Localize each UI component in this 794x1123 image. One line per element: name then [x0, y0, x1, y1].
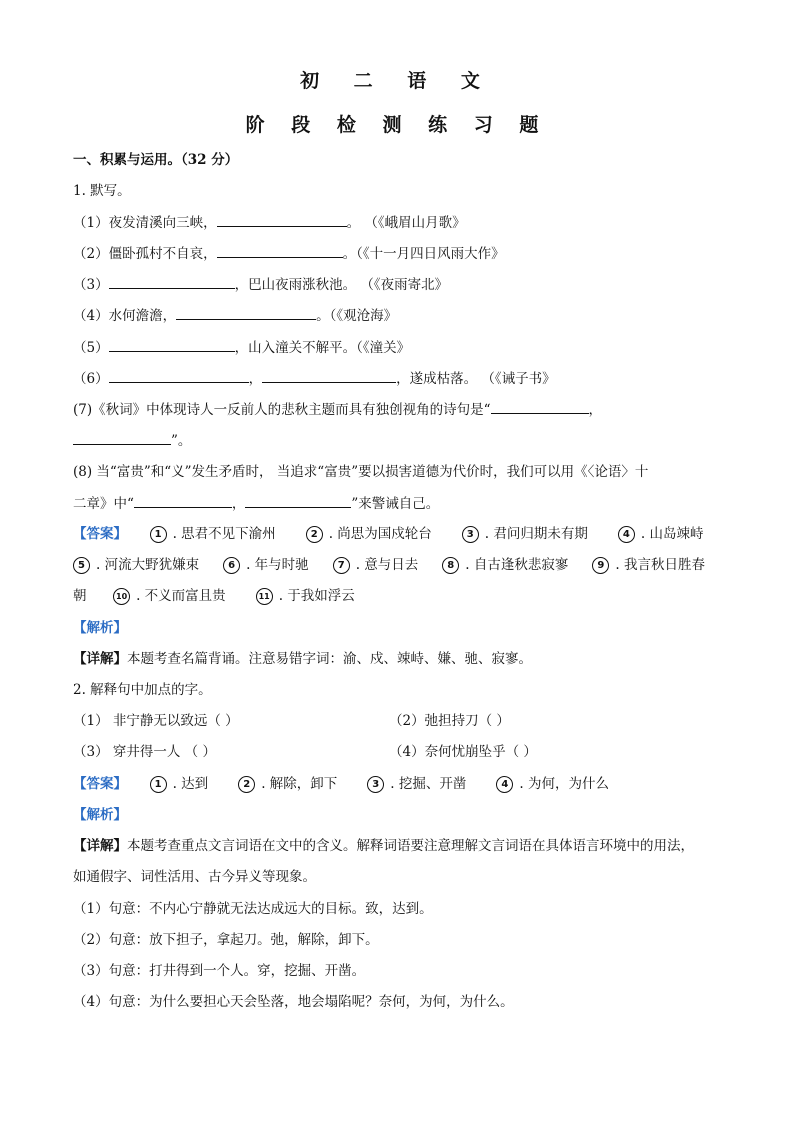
- section-heading: 一、积累与运用。（32 分）: [73, 152, 239, 168]
- answer-item: [618, 524, 704, 544]
- answer-tag: 【答案】: [73, 526, 127, 542]
- circled-number: 4: [496, 776, 513, 793]
- answer-text: . 为何，为什么: [519, 776, 609, 792]
- answer-text: . 河流大野犹嫌束: [96, 557, 200, 573]
- answer-1-line-2: [73, 555, 723, 575]
- answer-text: . 君问归期未有期: [484, 526, 588, 542]
- circled-number: 2: [306, 526, 323, 543]
- q1-item-1: （1）夜发清溪向三峡， 。 （《峨眉山月歌》: [73, 212, 723, 233]
- circled-number: 9: [592, 557, 609, 574]
- sentence-meaning-3: （3）句意：打井得到一个人。穿，挖掘、开凿。: [73, 963, 366, 979]
- answer-blank: [491, 399, 589, 414]
- circled-number: 1: [150, 776, 167, 793]
- circled-number: 3: [462, 526, 479, 543]
- answer-item: [73, 555, 199, 575]
- answer-blank: [109, 368, 249, 383]
- answer-item: [462, 524, 588, 544]
- answer-text: . 不义而富且贵: [136, 588, 226, 604]
- circled-number: 7: [333, 557, 350, 574]
- question-2-head: 2. 解释句中加点的字。: [73, 682, 212, 698]
- answer-blank: [109, 274, 235, 289]
- answer-text: . 年与时驰: [246, 557, 309, 573]
- analysis-tag-1: 【解析】: [73, 620, 127, 636]
- answer-text: . 尚思为国戍轮台: [328, 526, 432, 542]
- answer-items: [150, 526, 734, 542]
- answer-items: [73, 557, 729, 573]
- answer-items: [150, 776, 639, 792]
- answer-item: [592, 555, 705, 575]
- page-title: 初 二 语 文: [300, 70, 494, 92]
- answer-text: . 解除，卸下: [261, 776, 338, 792]
- answer-1-line-1: [73, 524, 723, 544]
- answer-item: [367, 774, 466, 794]
- answer-blank: [217, 212, 347, 227]
- answer-blank: [109, 337, 235, 352]
- answer-text: . 挖掘、开凿: [390, 776, 467, 792]
- answer-1-line-3: 朝 10 . 不义而富且贵 11 . 于我如浮云: [73, 586, 723, 606]
- answer-item: [333, 555, 419, 575]
- detail-2-cont: 如通假字、词性活用、古今异义等现象。: [73, 869, 316, 885]
- answer-item: [442, 555, 568, 575]
- circled-number: 5: [73, 557, 90, 574]
- q1-item-5: （5） ，山入潼关不解平。（《潼关》: [73, 337, 723, 358]
- answer-blank: [73, 430, 171, 445]
- answer-text: . 意与日去: [355, 557, 419, 573]
- answer-blank: [245, 493, 351, 508]
- answer-tag: 【答案】: [73, 776, 127, 792]
- q1-item-7: (7)《秋词》中体现诗人一反前人的悲秋主题而具有独创视角的诗句是“ ，: [73, 399, 723, 420]
- answer-item: [496, 774, 609, 794]
- answer-text: . 于我如浮云: [278, 588, 355, 604]
- answer-item: [150, 524, 276, 544]
- circled-number: 2: [238, 776, 255, 793]
- answer-items: [113, 588, 385, 604]
- answer-item: [150, 774, 209, 794]
- q1-item-2: （2）僵卧孤村不自哀， 。（《十一月四日风雨大作》: [73, 243, 723, 264]
- answer-text: . 我言秋日胜春: [615, 557, 705, 573]
- answer-blank: [217, 243, 343, 258]
- circled-number: 11: [256, 588, 273, 605]
- analysis-tag-2: 【解析】: [73, 807, 127, 823]
- q1-item-7-cont: ”。: [73, 430, 723, 451]
- question-1-head: 1. 默写。: [73, 183, 131, 199]
- answer-item: [238, 774, 337, 794]
- answer-item: [113, 586, 226, 606]
- answer-blank: [176, 305, 316, 320]
- answer-item: [306, 524, 432, 544]
- answer-2-line: [73, 774, 723, 794]
- answer-blank: [262, 368, 396, 383]
- page-subtitle: 阶 段 检 测 练 习 题: [245, 114, 549, 136]
- circled-number: 1: [150, 526, 167, 543]
- answer-blank: [134, 493, 232, 508]
- sentence-meaning-4: （4）句意：为什么要担心天会坠落，地会塌陷呢？奈何，为何，为什么。: [73, 994, 514, 1010]
- answer-item: [223, 555, 309, 575]
- q2-row-1: （1） 非宁静无以致远（ ） （2）弛担持刀（ ）: [73, 713, 510, 729]
- sentence-meaning-2: （2）句意：放下担子，拿起刀。弛，解除，卸下。: [73, 932, 379, 948]
- detail-1: 【详解】本题考查名篇背诵。注意易错字词：渝、戍、竦峙、嫌、驰、寂寥。: [73, 651, 532, 667]
- answer-item: [256, 586, 355, 606]
- answer-text: . 山岛竦峙: [640, 526, 704, 542]
- circled-number: 6: [223, 557, 240, 574]
- q1-item-3: （3） ，巴山夜雨涨秋池。 （《夜雨寄北》: [73, 274, 723, 295]
- q1-item-6: （6） ， ，遂成枯落。 （《诫子书》: [73, 368, 723, 389]
- answer-text: . 达到: [172, 776, 209, 792]
- circled-number: 3: [367, 776, 384, 793]
- answer-text: . 自古逢秋悲寂寥: [465, 557, 569, 573]
- q1-item-8: (8) 当“富贵”和“义”发生矛盾时， 当追求“富贵”要以损害道德为代价时，我们可以用《〈论语〉十: [73, 464, 649, 480]
- circled-number: 10: [113, 588, 130, 605]
- answer-text: . 思君不见下渝州: [172, 526, 276, 542]
- detail-2: 【详解】本题考查重点文言词语在文中的含义。解释词语要注意理解文言词语在具体语言环境中的用法，: [73, 838, 694, 854]
- circled-number: 8: [442, 557, 459, 574]
- sentence-meaning-1: （1）句意：不内心宁静就无法达成远大的目标。致，达到。: [73, 901, 433, 917]
- q2-row-2: （3） 穿井得一人 （ ） （4）奈何忧崩坠乎（ ）: [73, 744, 537, 760]
- circled-number: 4: [618, 526, 635, 543]
- q1-item-4: （4）水何澹澹， 。（《观沧海》: [73, 305, 723, 326]
- q1-item-8-cont: 二章》中“ ， ”来警诫自己。: [73, 493, 723, 514]
